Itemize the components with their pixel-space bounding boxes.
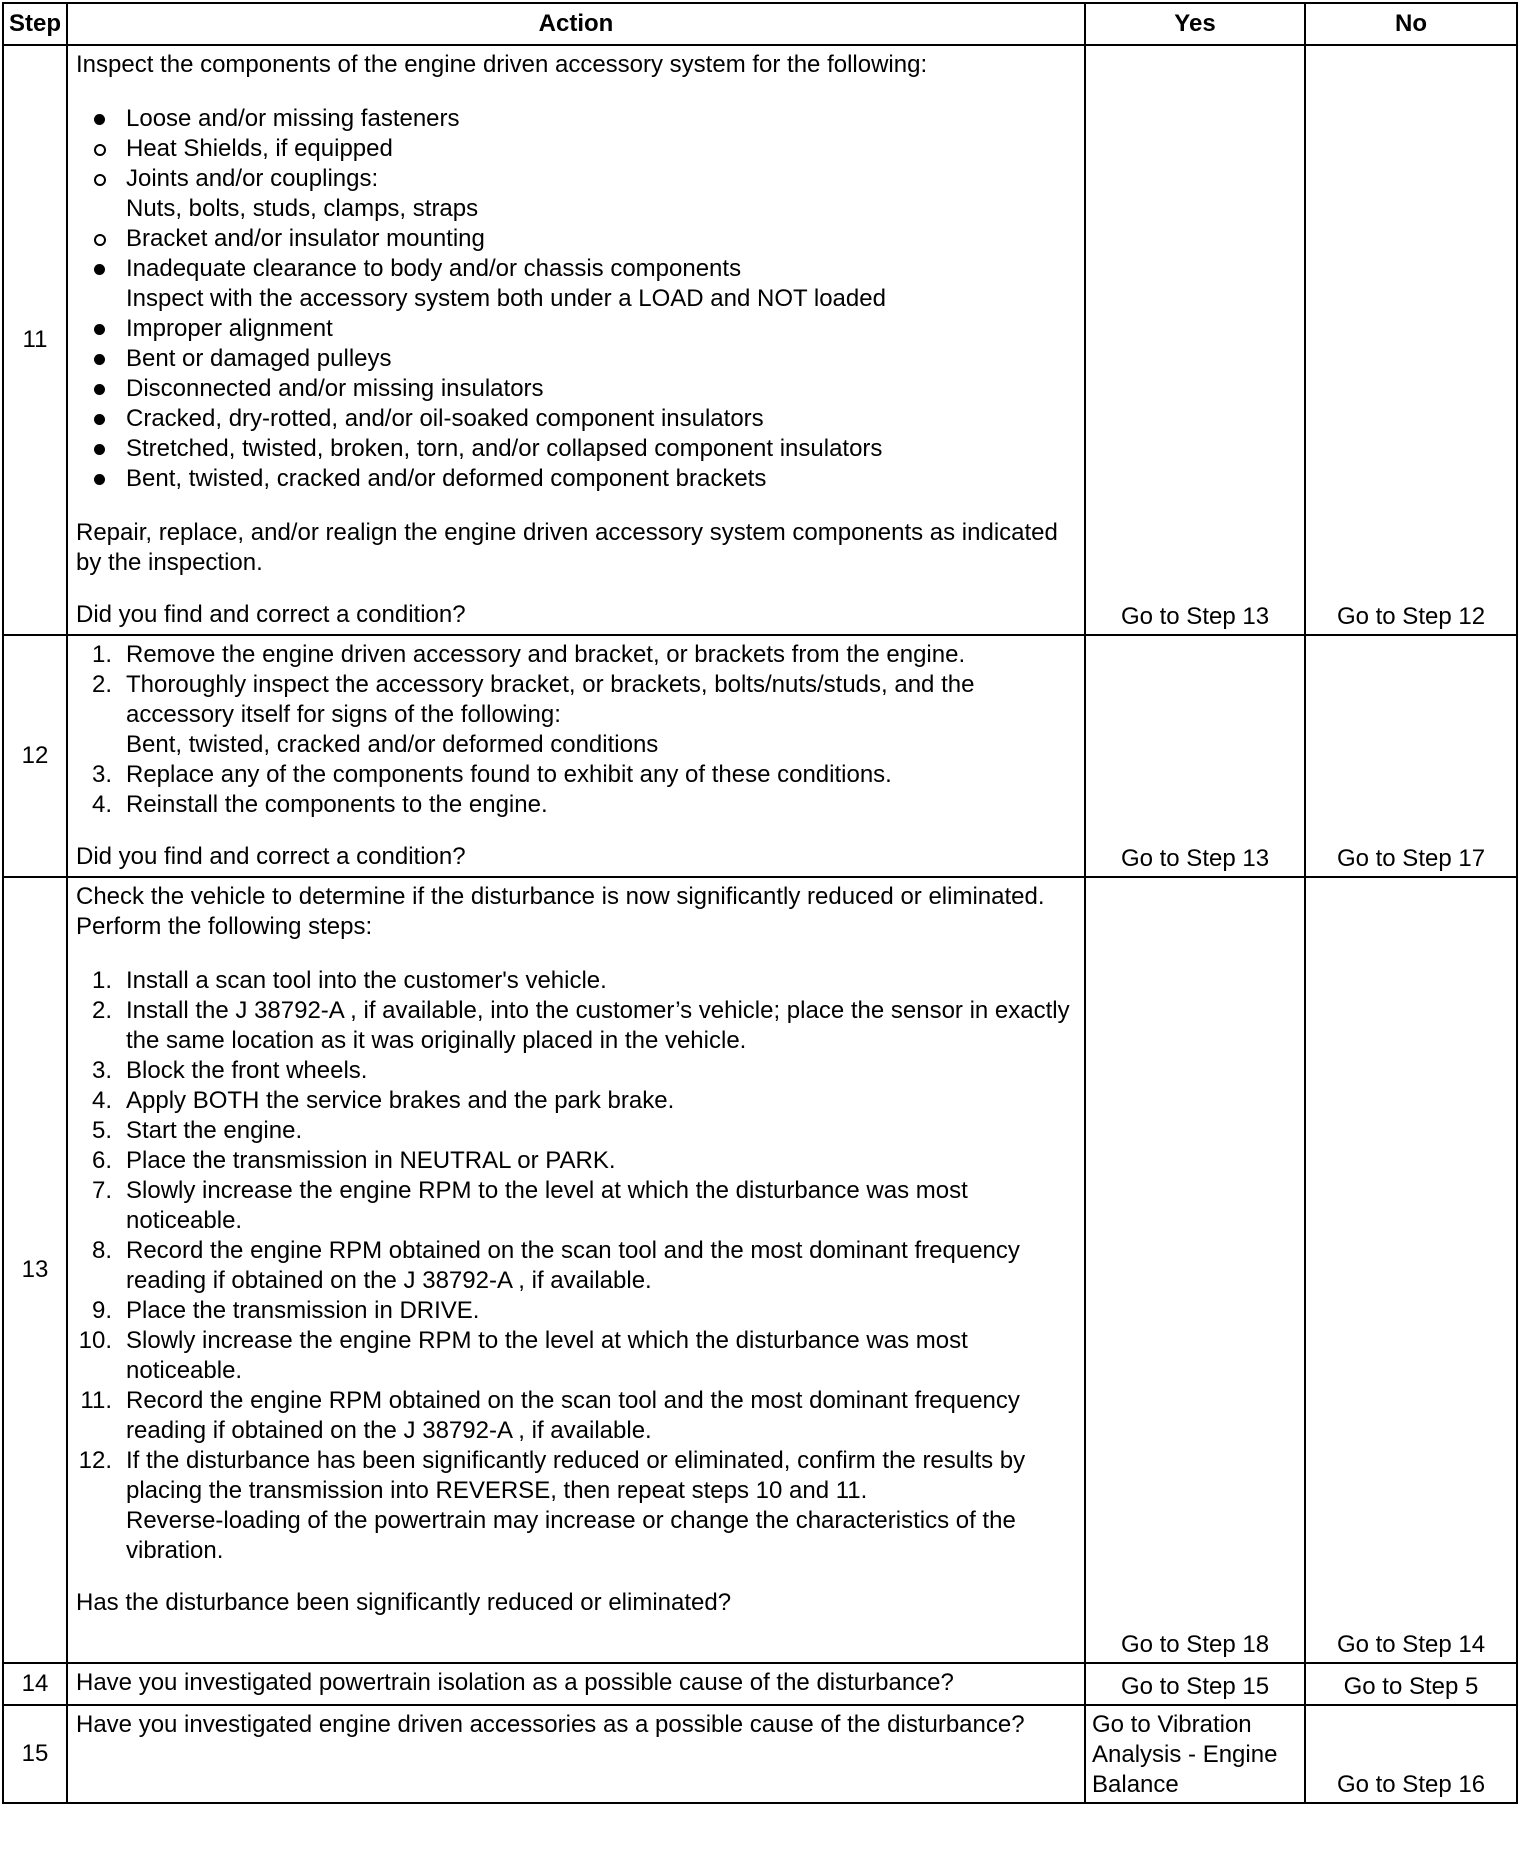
- sub-list-item: [76, 134, 1076, 164]
- step-number: 15: [3, 1705, 67, 1803]
- list-item-text: Record the engine RPM obtained on the scan tool and the most dominant frequency reading if obtained on the J 38792-A , if available.: [126, 1387, 1020, 1444]
- list-item-continuation: Reverse-loading of the powertrain may increase or change the characteristics of the vibration.: [126, 1507, 1016, 1564]
- list-item-text: Start the engine.: [126, 1117, 303, 1144]
- list-item-text: Place the transmission in NEUTRAL or PARK.: [126, 1147, 616, 1174]
- list-item-text: Reinstall the components to the engine.: [126, 791, 548, 818]
- list-item: [76, 1386, 1076, 1446]
- bullet-icon: [94, 264, 105, 275]
- list-number: 1.: [91, 967, 112, 994]
- sub-list-item-text: Joints and/or couplings:: [126, 165, 379, 192]
- list-item: [76, 790, 1076, 820]
- sub-list-item: [76, 164, 1076, 224]
- spacer: [76, 942, 1076, 966]
- action-intro: Check the vehicle to determine if the disturbance is now significantly reduced or eliminated. Perform the following steps:: [76, 883, 1045, 940]
- table-row-step-14: [3, 1663, 1517, 1705]
- table-row-step-12: [3, 635, 1517, 877]
- bullet-icon: [94, 384, 105, 395]
- list-item-text: Disconnected and/or missing insulators: [126, 375, 544, 402]
- step-number: 13: [3, 877, 67, 1663]
- list-item: [76, 640, 1076, 670]
- list-number: 9.: [91, 1297, 112, 1324]
- list-item-text: Block the front wheels.: [126, 1057, 368, 1084]
- list-item: [76, 1236, 1076, 1296]
- list-number: 7.: [91, 1177, 112, 1204]
- list-item-continuation: Inspect with the accessory system both under a LOAD and NOT loaded: [126, 285, 886, 312]
- spacer: [76, 578, 1076, 600]
- bullet-icon: [94, 474, 105, 485]
- sub-list-item-text: Heat Shields, if equipped: [126, 135, 393, 162]
- step-number: 11: [3, 45, 67, 635]
- list-item: [76, 1296, 1076, 1326]
- list-item-text: Record the engine RPM obtained on the scan tool and the most dominant frequency reading if obtained on the J 38792-A , if available.: [126, 1237, 1020, 1294]
- list-item: [76, 464, 1076, 494]
- list-number: 3.: [91, 761, 112, 788]
- list-item-text: Slowly increase the engine RPM to the level at which the disturbance was most noticeable.: [126, 1327, 968, 1384]
- list-number: 4.: [91, 1087, 112, 1114]
- list-item-text: Thoroughly inspect the accessory bracket, or brackets, bolts/nuts/studs, and the accessory itself for signs of the following:: [126, 671, 975, 728]
- list-item-text: Loose and/or missing fasteners: [126, 105, 460, 132]
- procedure-list: [76, 966, 1076, 1566]
- bullet-icon: [94, 414, 105, 425]
- list-item-text: Install the J 38792-A , if available, into the customer’s vehicle; place the sensor in exactly the same location as it was originally placed in the vehicle.: [126, 997, 1070, 1054]
- list-item-text: Install a scan tool into the customer's vehicle.: [126, 967, 607, 994]
- header-yes: Yes: [1085, 3, 1305, 45]
- list-item-text: If the disturbance has been significantly reduced or eliminated, confirm the results by placing the transmission into REVERSE, then repeat steps 10 and 11.: [126, 1447, 1026, 1504]
- list-item: [76, 1446, 1076, 1566]
- action-question: Has the disturbance been significantly reduced or eliminated?: [76, 1589, 732, 1616]
- inspection-list: [76, 104, 1076, 494]
- step-number: 12: [3, 635, 67, 877]
- action-question: Have you investigated powertrain isolation as a possible cause of the disturbance?: [76, 1669, 954, 1696]
- list-item-text: Inadequate clearance to body and/or chassis components: [126, 255, 742, 282]
- list-item-text: Replace any of the components found to exhibit any of these conditions.: [126, 761, 892, 788]
- bullet-icon: [94, 444, 105, 455]
- sub-list-item: [76, 224, 1076, 254]
- list-item-text: Stretched, twisted, broken, torn, and/or collapsed component insulators: [126, 435, 883, 462]
- list-item: [76, 1176, 1076, 1236]
- sub-list-item-text: Bracket and/or insulator mounting: [126, 225, 485, 252]
- circle-bullet-icon: [94, 234, 106, 246]
- spacer: [76, 494, 1076, 518]
- list-number: 5.: [91, 1117, 112, 1144]
- yes-cell: Go to Vibration Analysis - Engine Balance: [1085, 1705, 1305, 1803]
- list-item: [76, 1326, 1076, 1386]
- action-cell: [67, 877, 1085, 1663]
- list-item-text: Remove the engine driven accessory and bracket, or brackets from the engine.: [126, 641, 966, 668]
- list-item-text: Apply BOTH the service brakes and the park brake.: [126, 1087, 675, 1114]
- sub-list-item-continuation: Nuts, bolts, studs, clamps, straps: [126, 195, 479, 222]
- list-number: 2.: [91, 997, 112, 1024]
- diagnostic-table: [2, 2, 1518, 1804]
- step-number: 14: [3, 1663, 67, 1705]
- yes-cell: Go to Step 15: [1085, 1663, 1305, 1705]
- list-item: [76, 1056, 1076, 1086]
- yes-cell: Go to Step 13: [1085, 45, 1305, 635]
- action-intro: Inspect the components of the engine driven accessory system for the following:: [76, 51, 928, 78]
- list-item: [76, 1116, 1076, 1146]
- action-cell: [67, 45, 1085, 635]
- list-number: 10.: [78, 1327, 112, 1354]
- header-step: Step: [3, 3, 67, 45]
- list-item-text: Cracked, dry-rotted, and/or oil-soaked component insulators: [126, 405, 764, 432]
- header-action: Action: [67, 3, 1085, 45]
- list-number: 2.: [91, 671, 112, 698]
- action-cell: [67, 1663, 1085, 1705]
- list-item: [76, 104, 1076, 254]
- yes-cell: Go to Step 18: [1085, 877, 1305, 1663]
- action-question: Did you find and correct a condition?: [76, 601, 466, 628]
- list-item: [76, 670, 1076, 760]
- action-cell: [67, 1705, 1085, 1803]
- procedure-list: [76, 640, 1076, 820]
- list-item: [76, 314, 1076, 344]
- action-question: Did you find and correct a condition?: [76, 843, 466, 870]
- list-number: 11.: [80, 1387, 112, 1414]
- list-item-text: Place the transmission in DRIVE.: [126, 1297, 480, 1324]
- list-item: [76, 996, 1076, 1056]
- list-item-text: Improper alignment: [126, 315, 333, 342]
- no-cell: Go to Step 12: [1305, 45, 1517, 635]
- list-item: [76, 434, 1076, 464]
- list-item: [76, 1146, 1076, 1176]
- circle-bullet-icon: [94, 144, 106, 156]
- list-number: 1.: [91, 641, 112, 668]
- yes-cell: Go to Step 13: [1085, 635, 1305, 877]
- bullet-icon: [94, 114, 105, 125]
- action-question: Have you investigated engine driven accessories as a possible cause of the disturbance?: [76, 1711, 1025, 1738]
- list-number: 6.: [91, 1147, 112, 1174]
- list-item: [76, 404, 1076, 434]
- sub-list: [76, 134, 1076, 254]
- list-item: [76, 966, 1076, 996]
- list-item-text: Bent or damaged pulleys: [126, 345, 392, 372]
- list-item: [76, 1086, 1076, 1116]
- table-row-step-11: [3, 45, 1517, 635]
- bullet-icon: [94, 354, 105, 365]
- list-number: 8.: [91, 1237, 112, 1264]
- list-item-continuation: Bent, twisted, cracked and/or deformed conditions: [126, 731, 659, 758]
- no-cell: Go to Step 14: [1305, 877, 1517, 1663]
- list-item: [76, 374, 1076, 404]
- spacer: [76, 820, 1076, 842]
- no-cell: Go to Step 17: [1305, 635, 1517, 877]
- action-cell: [67, 635, 1085, 877]
- spacer: [76, 1566, 1076, 1588]
- action-repair-note: Repair, replace, and/or realign the engine driven accessory system components as indicated by the inspection.: [76, 519, 1058, 576]
- bullet-icon: [94, 324, 105, 335]
- list-item: [76, 254, 1076, 314]
- list-number: 12.: [78, 1447, 112, 1474]
- list-item-text: Slowly increase the engine RPM to the level at which the disturbance was most noticeable.: [126, 1177, 968, 1234]
- table-row-step-15: [3, 1705, 1517, 1803]
- table-row-step-13: [3, 877, 1517, 1663]
- no-cell: Go to Step 16: [1305, 1705, 1517, 1803]
- spacer: [76, 80, 1076, 104]
- list-number: 4.: [91, 791, 112, 818]
- no-cell: Go to Step 5: [1305, 1663, 1517, 1705]
- list-number: 3.: [91, 1057, 112, 1084]
- list-item: [76, 344, 1076, 374]
- list-item-text: Bent, twisted, cracked and/or deformed component brackets: [126, 465, 767, 492]
- header-no: No: [1305, 3, 1517, 45]
- circle-bullet-icon: [94, 174, 106, 186]
- list-item: [76, 760, 1076, 790]
- header-row: [3, 3, 1517, 45]
